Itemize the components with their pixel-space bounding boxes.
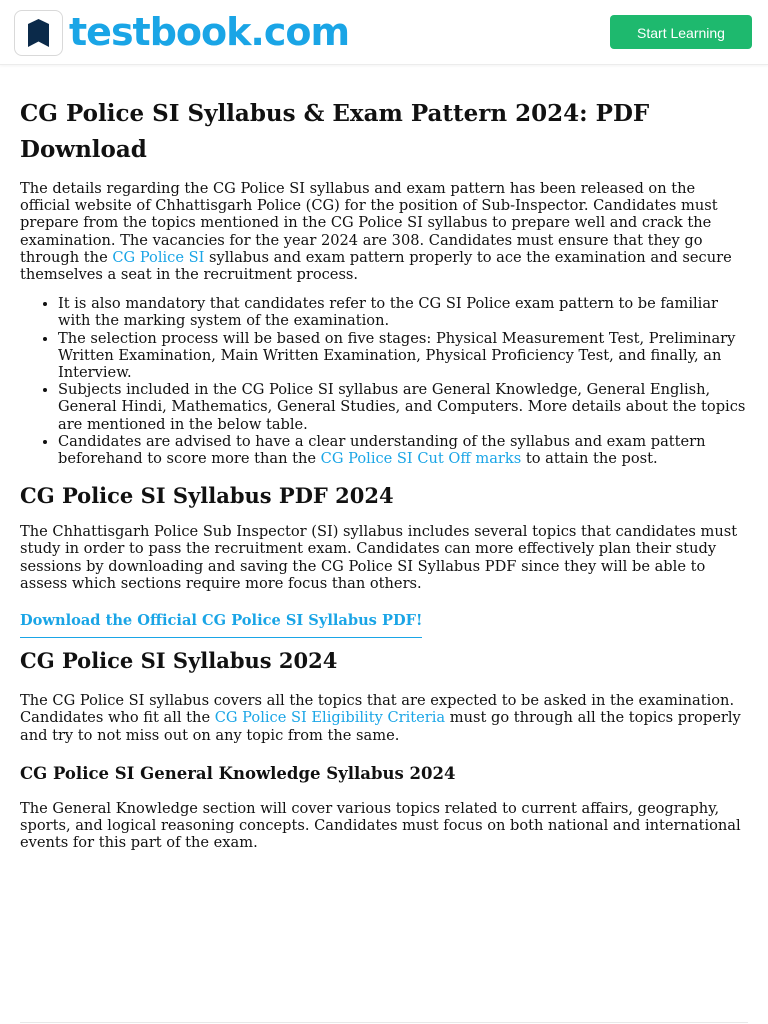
gk-syllabus-paragraph: The General Knowledge section will cover various topics related to current affairs, geography, sports, and logical reasoning concepts. Candidates must focus on both national and international events for this part of the exam. — [20, 799, 741, 852]
cut-off-marks-link[interactable]: CG Police SI Cut Off marks — [320, 450, 522, 468]
list-item — [58, 433, 748, 467]
article — [20, 96, 748, 851]
intro-text-2: syllabus and exam pattern properly to ace the examination and secure themselves a seat in the recruitment process. — [20, 248, 732, 284]
intro-text-1: The details regarding the CG Police SI syllabus and exam pattern has been released on the official website of Chhattisgarh Police (CG) for the position of Sub-Inspector. Candidates must prepare from the topics mentioned in the CG Police SI syllabus to prepare well and crack the examination. The vacancies for the year 2024 are 308. Candidates must ensure that they go through the — [20, 180, 718, 266]
key-points-list — [20, 295, 748, 467]
download-syllabus-pdf-link[interactable]: Download the Official CG Police SI Syllabus PDF! — [20, 612, 422, 638]
syllabus-paragraph — [20, 692, 748, 744]
list-item: • Subjects included in the CG Police SI syllabus are General Knowledge, General English, General Hindi, Mathematics, General Studies, and Computers. More details about the topics are mentioned in the below table. — [58, 381, 748, 433]
list-item: • The selection process will be based on five stages: Physical Measurement Test, Preliminary Written Examination, Main Written Examination, Physical Proficiency Test, and finally, an Interview. — [58, 330, 748, 382]
logo-icon[interactable] — [14, 10, 63, 56]
site-header — [0, 0, 768, 65]
syllabus-text-2: must go through all the topics properly and try to not miss out on any topic from the same. — [20, 709, 741, 744]
section-heading-syllabus-2024: CG Police SI Syllabus 2024 — [20, 648, 338, 674]
page-title: CG Police SI Syllabus & Exam Pattern 2024: PDF Download — [20, 100, 650, 163]
bullet-text: Candidates are advised to have a clear understanding of the syllabus and exam pattern beforehand to score more than the — [58, 432, 706, 468]
section-heading-syllabus-pdf: CG Police SI Syllabus PDF 2024 — [20, 483, 394, 509]
section-heading-gk-syllabus: CG Police SI General Knowledge Syllabus 2024 — [20, 763, 456, 783]
syllabus-pdf-paragraph: The Chhattisgarh Police Sub Inspector (SI) syllabus includes several topics that candidates must study in order to pass the recruitment exam. Candidates can more effectively plan their study sessions by downloading and saving the CG Police SI Syllabus PDF since they will be able to assess which sections require more focus than others. — [20, 523, 738, 592]
syllabus-text-1: The CG Police SI syllabus covers all the topics that are expected to be asked in the examination. Candidates who fit all the — [20, 692, 735, 727]
intro-paragraph — [20, 180, 748, 283]
bullet-text: to attain the post. — [521, 450, 658, 468]
cg-police-si-link[interactable]: CG Police SI — [112, 248, 205, 266]
start-learning-button[interactable]: Start Learning — [610, 15, 752, 49]
eligibility-criteria-link[interactable]: CG Police SI Eligibility Criteria — [214, 709, 446, 727]
list-item: • It is also mandatory that candidates refer to the CG SI Police exam pattern to be familiar with the marking system of the examination. — [58, 295, 748, 329]
logo-wordmark[interactable]: testbook.com — [69, 10, 350, 54]
divider — [20, 1022, 748, 1023]
